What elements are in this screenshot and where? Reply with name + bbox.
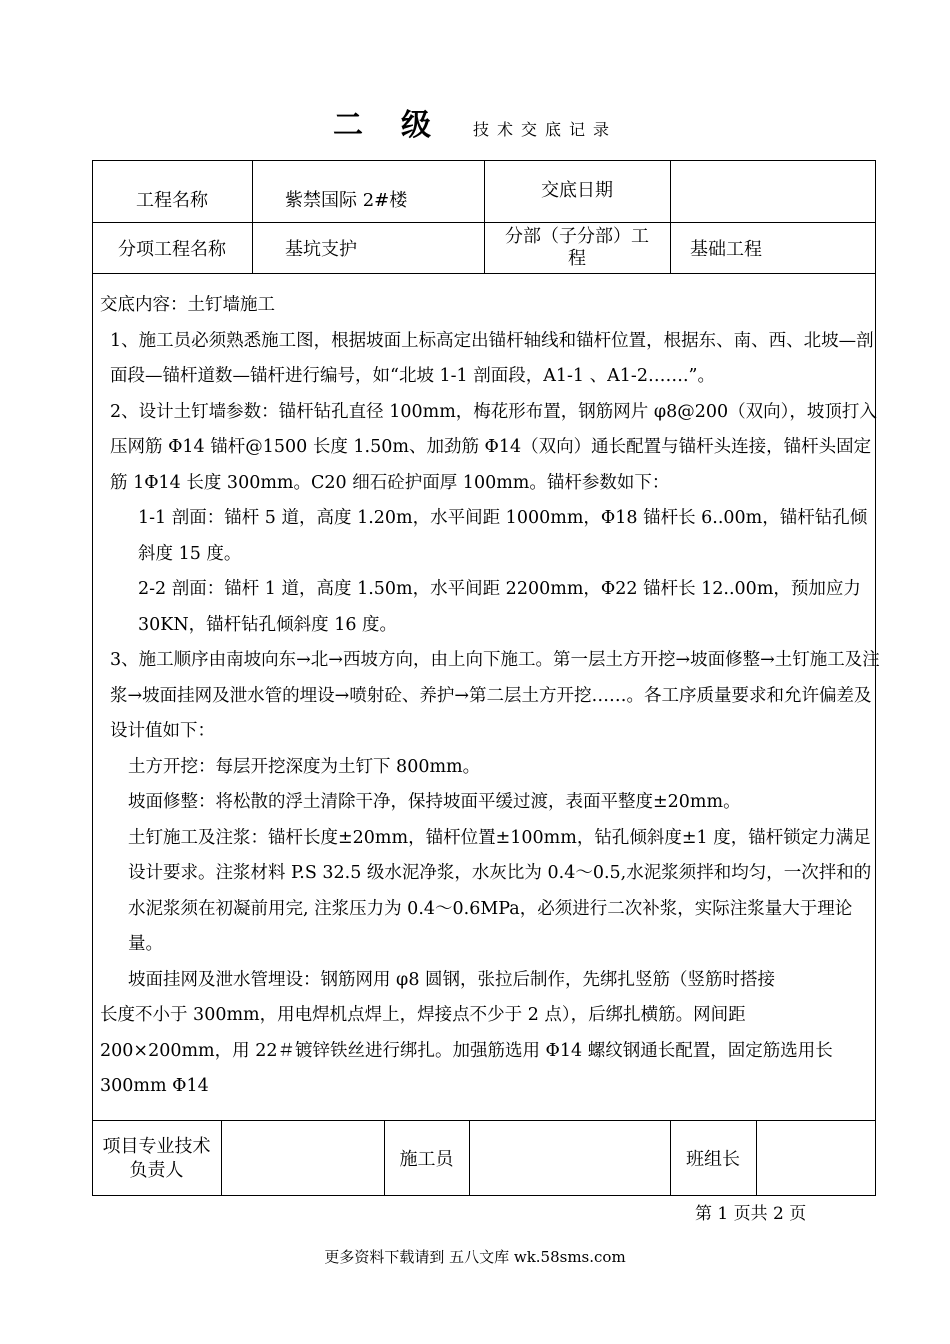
row-divider <box>92 273 876 274</box>
worker-label: 施工员 <box>399 1149 454 1170</box>
content-heading: 交底内容：土钉墙施工 <box>100 295 275 315</box>
division-label-line2: 程 <box>568 248 586 269</box>
division-label <box>484 226 670 270</box>
content-paragraph: 长度不小于 300mm，用电焊机点焊上，焊接点不少于 2 点），后绑扎横筋。网间距 200×200mm，用 22＃镀锌铁丝进行绑扎。加强筋选用 Φ14 螺纹钢通长配置，固定筋选用长 300mm Φ14 <box>100 1005 833 1096</box>
division-label-line1: 分部（子分部）工 <box>505 226 649 247</box>
team-lead-label: 班组长 <box>686 1149 740 1170</box>
tech-lead-label <box>92 1135 221 1183</box>
tech-lead-label-line2: 负责人 <box>129 1160 184 1181</box>
content-paragraph: 2-2 剖面：锚杆 1 道，高度 1.50m，水平间距 2200mm，Φ22 锚杆长 12..00m，预加应力 30KN，锚杆钻孔倾斜度 16 度。 <box>138 579 861 635</box>
content-paragraph: 土方开挖：每层开挖深度为土钉下 800mm。 <box>128 756 481 777</box>
content-paragraph: 1、施工员必须熟悉施工图，根据坡面上标高定出锚杆轴线和锚杆位置，根据东、南、西、北坡—剖面段—锚杆道数—锚杆进行编号，如“北坡 1-1 剖面段，A1-1 、A1-2…….”。 <box>110 330 874 386</box>
source-note: 更多资料下载请到 五八文库 wk.58sms.com <box>324 1248 626 1266</box>
page-number: 第 1 页共 2 页 <box>695 1204 807 1224</box>
col-divider <box>670 160 671 273</box>
col-divider <box>756 1120 757 1196</box>
sub-item-label: 分项工程名称 <box>118 239 226 260</box>
col-divider <box>469 1120 470 1196</box>
content-paragraph: 坡面修整：将松散的浮土清除干净，保持坡面平缓过渡，表面平整度±20mm。 <box>128 792 741 812</box>
col-divider <box>221 1120 222 1196</box>
content-paragraph: 坡面挂网及泄水管埋设：钢筋网用 φ8 圆钢，张拉后制作，先绑扎竖筋（竖筋时搭接 <box>128 969 776 990</box>
content-paragraph: 1-1 剖面：锚杆 5 道，高度 1.20m，水平间距 1000mm，Φ18 锚杆长 6..00m，锚杆钻孔倾斜度 15 度。 <box>138 508 868 564</box>
date-label: 交底日期 <box>541 180 613 201</box>
date-value <box>690 165 876 213</box>
document-title <box>0 100 950 144</box>
content-paragraph: 土钉施工及注浆：锚杆长度±20mm，锚杆位置±100mm，钻孔倾斜度±1 度，锚杆锁定力满足设计要求。注浆材料 P.S 32.5 级水泥净浆，水灰比为 0.4～0.5,水泥浆须拌和均匀，一次拌和的水泥浆须在初凝前用完, 注浆压力为 0.4～0.6MPa，必须进行二次补浆，实际注浆量大于理论量。 <box>128 827 872 954</box>
content-paragraph: 3、施工顺序由南坡向东→北→西坡方向，由上向下施工。第一层土方开挖→坡面修整→土钉施工及注浆→坡面挂网及泄水管的埋设→喷射砼、养护→第二层土方开挖……。各工序质量要求和允许偏差及设计值如下： <box>110 650 880 741</box>
row-divider <box>92 1120 876 1121</box>
content-paragraph: 2、设计土钉墙参数：锚杆钻孔直径 100mm，梅花形布置，钢筋网片 φ8@200（双向），坡顶打入压网筋 Φ14 锚杆@1500 长度 1.50m、加劲筋 Φ14（双向）通长配置与锚杆头连接，锚杆头固定筋 1Φ14 长度 300mm。C20 细石砼护面厚 100mm。锚杆参数如下： <box>110 401 877 493</box>
title-grade: 二级 <box>332 108 469 143</box>
title-record: 技术交底记录 <box>472 120 617 139</box>
sub-item-value: 基坑支护 <box>285 239 357 260</box>
disclosure-content <box>100 288 880 1105</box>
project-name-label: 工程名称 <box>136 190 208 211</box>
col-divider <box>252 160 253 273</box>
tech-lead-label-line1: 项目专业技术 <box>102 1136 211 1157</box>
project-name-value: 紫禁国际 2#楼 <box>285 190 408 211</box>
division-value: 基础工程 <box>690 239 762 260</box>
